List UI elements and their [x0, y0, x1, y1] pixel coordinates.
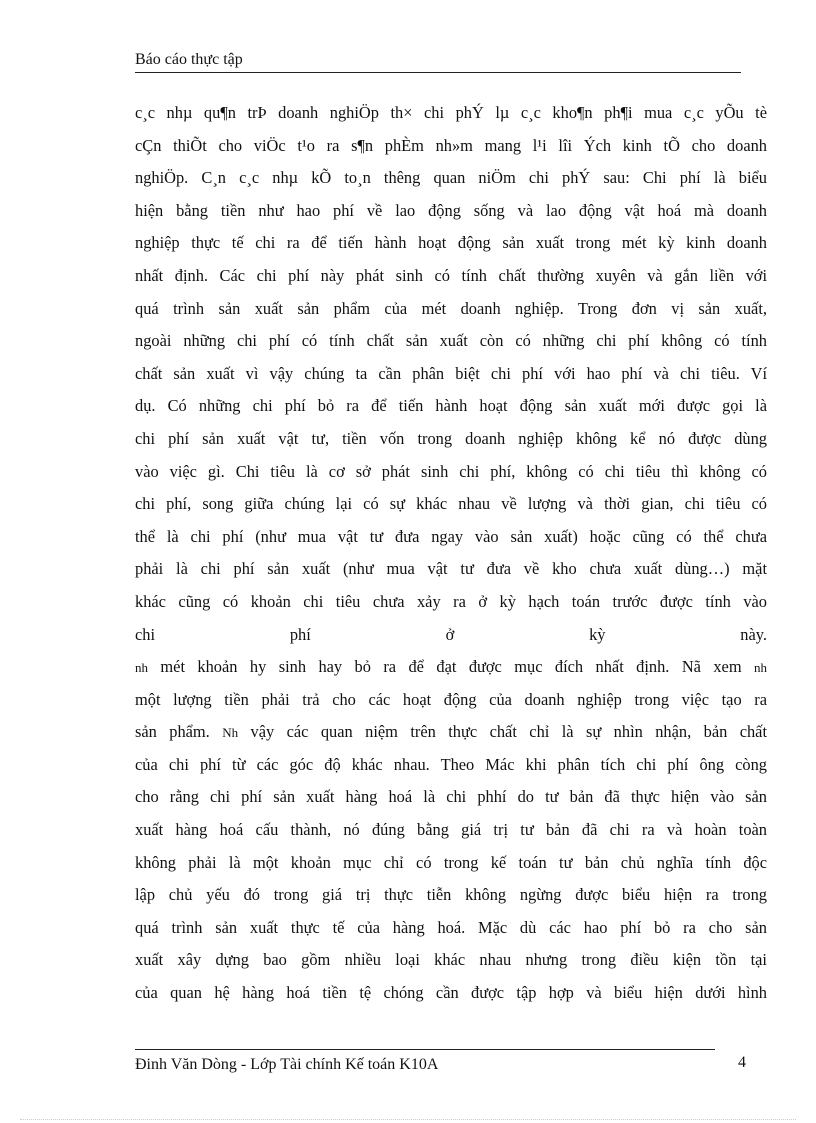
header-title: Báo cáo thực tập [135, 51, 243, 68]
text-line: quá trình sản xuất thực tế của hàng hoá. Mặc dù các hao phí bỏ ra cho sản [135, 917, 767, 937]
text-line: phải là chi phí sản xuất (như mua vật tư đưa về kho chưa xuất dùng…) mặt [135, 559, 767, 579]
spread-line [135, 619, 767, 652]
body-text [135, 97, 767, 1010]
text-line-nh [135, 716, 767, 749]
text-line: thể là chi phí (như mua vật tư đưa ngay vào sản xuất) hoặc cũng có thể chưa [135, 526, 767, 546]
text-fragment: sản phẩm. [135, 722, 223, 742]
text-line: cho rằng chi phí sản xuất hàng hoá là chi phhí do tư bản đã thực hiện vào sản [135, 787, 767, 807]
text-line: c¸c nhµ qu¶n trÞ doanh nghiÖp th× chi phÝ lµ c¸c kho¶n ph¶i mua c¸c yÕu tè [135, 103, 767, 122]
footer-divider [135, 1049, 715, 1050]
text-line: chi phí sản xuất vật tư, tiền vốn trong doanh nghiệp không kể nó được dùng [135, 428, 767, 448]
text-fragment: vậy các quan niệm trên thực chất chỉ là sự nhìn nhận, bản chất [238, 722, 767, 742]
text-line: nhất định. Các chi phí này phát sinh có tính chất thường xuyên và gắn liền với [135, 265, 767, 285]
text-line: chi phí, song giữa chúng lại có sự khác nhau về lượng và thời gian, chi tiêu có [135, 494, 767, 514]
text-line: nghiÖp. C¸n c¸c nhµ kÕ to¸n thêng quan niÖm chi phÝ sau: Chi phí là biểu [135, 168, 767, 188]
text-line: nghiệp thực tế chi ra để tiến hành hoạt động sản xuất trong mét kỳ kinh doanh [135, 233, 767, 253]
text-line: quá trình sản xuất sản phẩm của mét doanh nghiệp. Trong đơn vị sản xuất, [135, 298, 767, 318]
text-line: cÇn thiÕt cho viÖc t¹o ra s¶n phÈm nh»m mang l¹i lîi Ých kinh tÕ cho doanh [135, 135, 767, 155]
text-fragment: mét khoản hy sinh hay bỏ ra để đạt được mục đích nhất định. Nã xem [148, 657, 754, 677]
text-line: xuất xây dựng bao gồm nhiều loại khác nhau nhưng trong điều kiện tồn tại [135, 950, 767, 970]
page-number: 4 [738, 1054, 746, 1071]
spread-word: kỳ [589, 624, 606, 644]
spread-word: này. [740, 624, 767, 644]
text-line: xuất hàng hoá cấu thành, nó đúng bằng giá trị tư bản đã chi ra và hoàn toàn [135, 820, 767, 840]
nh-fragment: nh [135, 660, 148, 676]
text-line: khác cũng có khoản chi tiêu chưa xảy ra ở kỳ hạch toán trước được tính vào [135, 591, 767, 611]
spread-word: phí [289, 624, 311, 644]
text-line: không phải là một khoản mục chỉ có trong kế toán tư bản chủ nghĩa tính độc [135, 852, 767, 872]
text-line: hiện bằng tiền như hao phí về lao động sống và lao động vật hoá mà doanh [135, 200, 767, 220]
text-line: của chi phí từ các góc độ khác nhau. Theo Mác khi phân tích chi phí ông còng [135, 754, 767, 774]
page-header [135, 50, 741, 73]
page-bottom-edge [20, 1119, 796, 1120]
text-line: vào việc gì. Chi tiêu là cơ sở phát sinh chi phí, không có chi tiêu thì không có [135, 461, 767, 481]
text-line: dụ. Có những chi phí bỏ ra để tiến hành hoạt động sản xuất mới được gọi là [135, 396, 767, 416]
footer-author: Đinh Văn Dòng - Lớp Tài chính Kế toán K10A [135, 1056, 439, 1073]
nh-fragment: Nh [222, 725, 239, 741]
text-line: lập chủ yếu đó trong giá trị thực tiễn không ngừng được biểu hiện ra trong [135, 885, 767, 905]
text-line: ngoài những chi phí có tính chất sản xuất còn có những chi phí không có tính [135, 331, 767, 351]
text-line: của quan hệ hàng hoá tiền tệ chóng cần được tập hợp và biểu hiện dưới hình [135, 983, 767, 1003]
spread-word: chi [135, 624, 156, 644]
spread-word: ở [445, 624, 455, 644]
text-line: chất sản xuất vì vậy chúng ta cần phân biệt chi phí với hao phí và chi tiêu. Ví [135, 363, 767, 383]
text-line-nh [135, 651, 767, 684]
nh-fragment: nh [754, 660, 767, 676]
text-line: một lượng tiền phải trả cho các hoạt động của doanh nghiệp trong việc tạo ra [135, 689, 767, 709]
